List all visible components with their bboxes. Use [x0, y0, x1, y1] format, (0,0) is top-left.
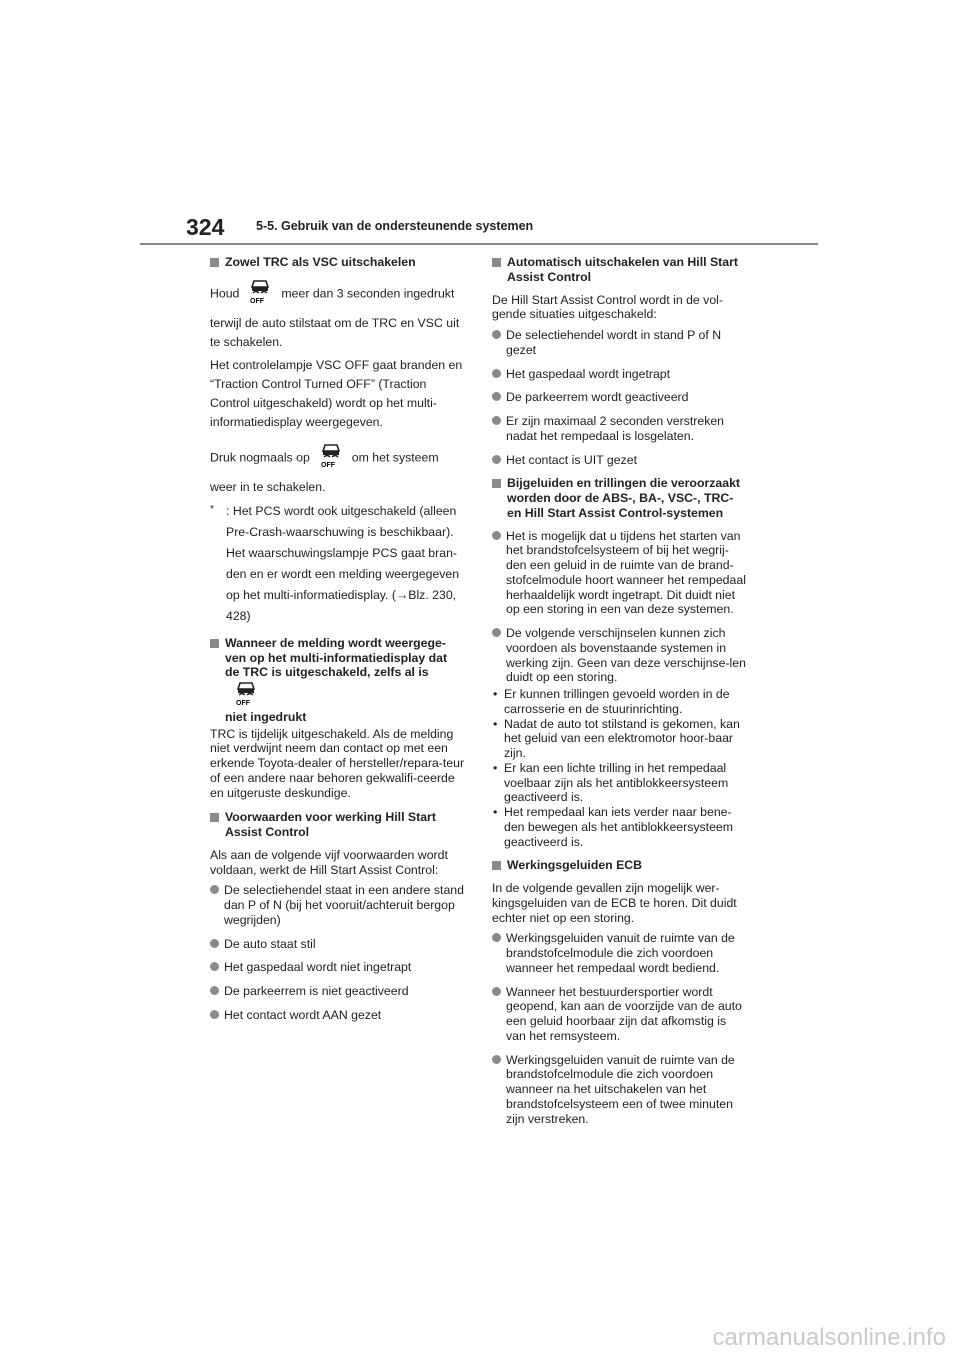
vsc-off-icon — [249, 278, 271, 310]
section-heading: Wanneer de melding wordt weergege-ven op het multi-informatiedisplay dat de TRC is uitgeschakeld, zelfs al is OFF niet ingedrukt — [210, 636, 466, 725]
list-item: Het is mogelijk dat u tijdens het starten van het brandstofcelsysteem of bij het wegrij-den een geluid in de ruimte van de brand-stofcelmodule hoort wanneer het rempedaal herhaaldelijk wordt ingetrapt. Dit duidt niet op een storing in een van deze systemen. — [492, 529, 748, 618]
dash-item: • Er kan een lichte trilling in het rempedaal voelbaar zijn als het antiblokkeersysteem geactiveerd is. — [493, 760, 729, 805]
page-number: 324 — [186, 214, 225, 240]
list-item: Het contact is UIT gezet — [492, 453, 748, 468]
list-item: Het gaspedaal wordt ingetrapt — [492, 367, 748, 382]
vsc-off-icon — [320, 442, 342, 474]
left-column — [210, 255, 466, 1032]
paragraph: In de volgende gevallen zijn mogelijk wer-kingsgeluiden van de ECB te horen. Dit duidt echter niet op een storing. — [492, 881, 737, 925]
list-item: De parkeerrem is niet geactiveerd — [210, 984, 466, 999]
svg-text:OFF: OFF — [250, 297, 265, 304]
header-rule — [140, 243, 818, 245]
section-heading: Bijgeluiden en trillingen die veroorzaakt worden door de ABS-, BA-, VSC-, TRC- en Hill Start Assist Control-systemen — [492, 476, 748, 520]
dash-item: • Er kunnen trillingen gevoeld worden in de carrosserie en de stuurinrichting. — [493, 687, 730, 716]
paragraph: Druk nogmaals op OFF om het systeem — [210, 442, 466, 474]
list-item: De selectiehendel staat in een andere stand dan P of N (bij het vooruit/achteruit bergop wegrijden) — [210, 883, 466, 927]
paragraph: Houd OFF meer dan 3 seconden ingedrukt — [210, 278, 466, 310]
paragraph: weer in te schakelen. — [210, 479, 326, 494]
dash-item: • Het rempedaal kan iets verder naar bene-den bewegen als het antiblokkeersysteem geactiveerd is. — [493, 805, 733, 849]
right-column — [492, 255, 748, 1135]
list-item: De auto staat stil — [210, 937, 466, 952]
list-item: De volgende verschijnselen kunnen zich voordoen als bovenstaande systemen in werking zijn. Geen van deze verschijnse-len duidt op een storing. — [492, 626, 748, 685]
section-heading: Automatisch uitschakelen van Hill Start Assist Control — [492, 255, 748, 285]
section-heading: Voorwaarden voor werking Hill Start Assist Control — [210, 810, 466, 840]
section-heading: Werkingsgeluiden ECB — [492, 858, 748, 873]
list-item: Werkingsgeluiden vanuit de ruimte van de brandstofcelmodule die zich voordoen wanneer na het uitschakelen van het brandstofcelsysteem een of twee minuten zijn verstreken. — [492, 1053, 748, 1127]
list-item: Er zijn maximaal 2 seconden verstreken nadat het rempedaal is losgelaten. — [492, 414, 748, 444]
dash-item: • Nadat de auto tot stilstand is gekomen, kan het geluid van een elektromotor hoor-baar zijn. — [493, 716, 740, 760]
section-heading: Zowel TRC als VSC uitschakelen — [210, 255, 466, 270]
paragraph: terwijl de auto stilstaat om de TRC en VSC uit te schakelen. — [210, 315, 460, 349]
svg-text:OFF: OFF — [320, 461, 335, 468]
paragraph: Het controlelampje VSC OFF gaat branden en “Traction Control Turned OFF” (Traction Control uitgeschakeld) wordt op het multi-informatiedisplay weergegeven. — [210, 357, 463, 429]
paragraph: TRC is tijdelijk uitgeschakeld. Als de melding niet verdwijnt neem dan contact op met een erkende Toyota-dealer of hersteller/repara-teur of een andere naar behoren gekwalifi-ceerde en uitgeruste deskundige. — [210, 726, 465, 800]
list-item: Werkingsgeluiden vanuit de ruimte van de brandstofcelmodule die zich voordoen wanneer het rempedaal wordt bediend. — [492, 931, 748, 975]
list-item: Het gaspedaal wordt niet ingetrapt — [210, 960, 466, 975]
list-item: De parkeerrem wordt geactiveerd — [492, 390, 748, 405]
paragraph: De Hill Start Assist Control wordt in de vol-gende situaties uitgeschakeld: — [492, 292, 723, 322]
list-item: De selectiehendel wordt in stand P of N gezet — [492, 328, 748, 358]
vsc-off-icon — [235, 680, 257, 710]
chapter-title: 5-5. Gebruik van de ondersteunende systemen — [256, 219, 534, 233]
footnote: * : Het PCS wordt ook uitgeschakeld (alleen Pre-Crash-waarschuwing is beschikbaar). Het waarschuwingslampje PCS gaat bran-den en er wordt een melding weergegeven op het multi-informatiedisplay. (→Blz. 230, 428) — [210, 503, 460, 623]
list-item: Wanneer het bestuurdersportier wordt geopend, kan aan de voorzijde van de auto een geluid hoorbaar zijn dat afkomstig is van het remsysteem. — [492, 985, 748, 1044]
list-item: Het contact wordt AAN gezet — [210, 1008, 466, 1023]
paragraph: Als aan de volgende vijf voorwaarden wordt voldaan, werkt de Hill Start Assist Control: — [210, 847, 448, 877]
watermark: carmanualsonline.info — [712, 1324, 946, 1351]
svg-text:OFF: OFF — [236, 700, 250, 706]
